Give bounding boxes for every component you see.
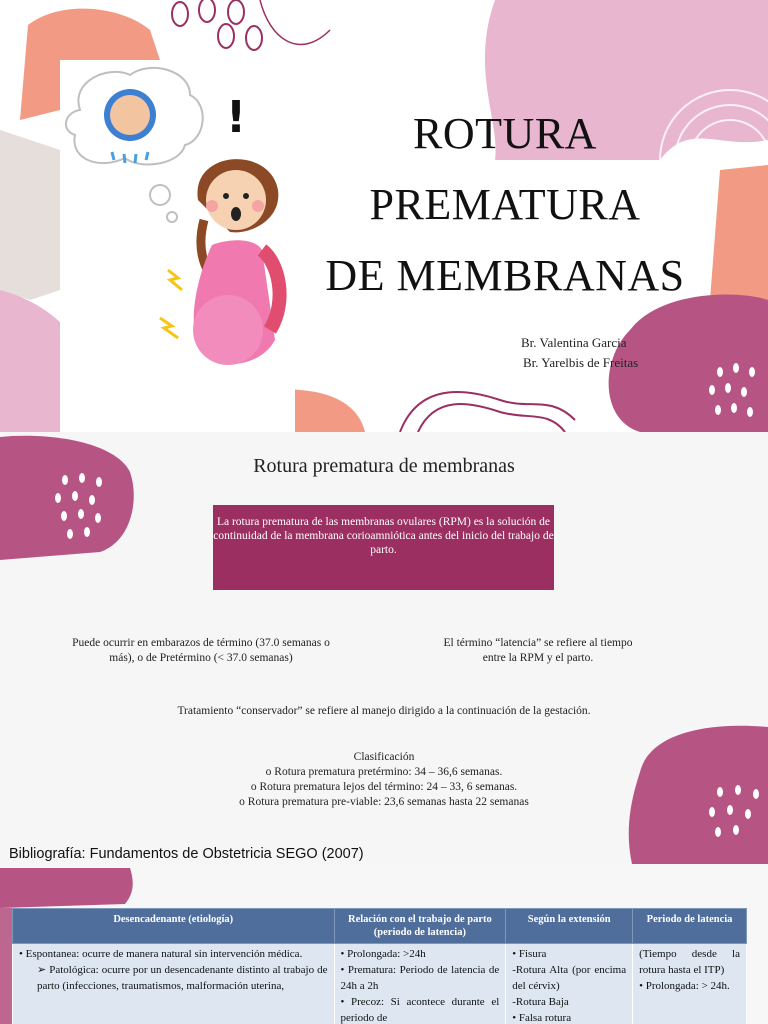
note-latency: El término “latencia” se refiere al tiempo entre la RPM y el parto. [443,637,633,664]
header-extension: Según la extensión [506,909,633,944]
gray-texture-shape [0,130,60,300]
cell-extension [506,944,633,1024]
cell-labor-relation [334,944,506,1024]
magenta-blob-top-left [0,868,133,908]
squiggle-line [260,0,330,44]
title-line-1: ROTURA [413,109,597,158]
classification-table-slide [0,864,768,1024]
header-etiology: Desencadenante (etiología) [13,909,335,944]
author-2: Br. Yarelbis de Freitas [523,355,639,370]
header-latency-period: Periodo de latencia [633,909,747,944]
title-slide [0,0,768,432]
wavy-lines [400,392,575,432]
title-line-2: PREMATURA [369,180,641,229]
cell-latency-period [633,944,747,1024]
classification-item: o Rotura prematura lejos del término: 24 – 33, 6 semanas. [250,781,518,793]
list-item: -Rotura Alta (por encima del cérvix) [512,964,627,992]
slide-title: Rotura prematura de membranas [253,455,515,477]
list-item: ➢ Patológica: ocurre por un desencadenante distinto al trabajo de parto (infecciones, traumatismos, malformación uterina, [37,964,328,992]
classification-item: o Rotura prematura pre-viable: 23,6 semanas hasta 22 semanas [239,796,529,808]
list-item: • Falsa rotura [512,1012,572,1024]
list-item: (Tiempo desde la rotura hasta el ITP) [639,948,740,976]
list-item: -Rotura Baja [512,996,569,1008]
table-row [13,944,747,1024]
classification-block [120,750,648,810]
table-header-row [13,909,747,944]
magenta-blob-right-2 [629,726,768,864]
classification-title: Clasificación [353,751,415,763]
title-line-3: DE MEMBRANAS [325,251,685,300]
list-item: • Prolongada: >24h [340,948,426,960]
bibliography: Bibliografía: Fundamentos de Obstetricia SEGO (2007) [9,846,364,862]
list-item: • Prematura: Periodo de latencia de 24h a 2h [340,964,500,992]
note-term-preterm: Puede ocurrir en embarazos de término (37.0 semanas o más), o de Pretérmino (< 37.0 semanas) [72,637,330,664]
classification-table [12,908,747,1024]
list-item: • Precoz: Si acontece durante el periodo de [340,996,500,1024]
definition-slide [0,432,768,864]
list-item: • Espontanea: ocurre de manera natural sin intervención médica. [19,948,303,960]
header-labor-relation: Relación con el trabajo de parto (periodo de latencia) [334,909,506,944]
circle-pattern [172,0,262,50]
treatment-note: Tratamiento “conservador” se refiere al manejo dirigido a la continuación de la gestación. [177,705,591,717]
cell-etiology [13,944,335,1024]
salmon-strip-right [710,165,768,300]
exclamation-mark: ! [226,92,247,143]
author-1: Br. Valentina Garcia [521,335,627,350]
classification-item: o Rotura prematura pretérmino: 34 – 36,6 semanas. [265,766,503,778]
list-item: • Prolongada: > 24h. [639,980,730,992]
list-item: • Fisura [512,948,547,960]
presentation-title [300,109,710,300]
definition-box: La rotura prematura de las membranas ovulares (RPM) es la solución de continuidad de la membrana corioamniótica antes del inicio del trabajo de parto. [213,505,554,590]
